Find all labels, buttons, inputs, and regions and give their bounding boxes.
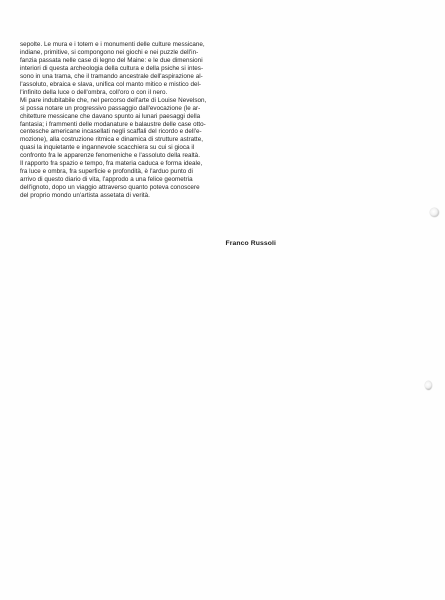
text-line: confronto fra le apparenze fenomeniche e l'assoluto della realtà. bbox=[20, 152, 200, 160]
text-line: sono in una trama, che il tramando ancestrale dell'aspirazione al- bbox=[20, 72, 203, 80]
text-line: interiori di questa archeologia della cultura e della psiche si intes- bbox=[20, 64, 204, 72]
text-line: si possa notare un progressivo passaggio dall'evocazione (le ar- bbox=[20, 104, 201, 112]
text-line: Il rapporto fra spazio e tempo, fra materia caduca e forma ideale, bbox=[20, 160, 203, 168]
text-line: Mi pare indubitabile che, nel percorso dell'arte di Louise Nevelson, bbox=[20, 96, 207, 104]
binder-hole-bottom bbox=[425, 381, 432, 390]
author-signature: Franco Russoli bbox=[225, 240, 276, 247]
text-line: l'assoluto, ebraica e slava, unifica col manto mitico e mistico del- bbox=[20, 80, 202, 88]
text-line: fra luce e ombra, fra superficie e profondità, è l'arduo punto di bbox=[20, 168, 193, 176]
text-line: indiane, primitive, si compongono nei giochi e nei puzzle dell'in- bbox=[20, 48, 199, 56]
text-line: quasi la inquietante e ingannevole scacchiera su cui si gioca il bbox=[20, 144, 195, 152]
text-line: mozione), alla costruzione ritmica e dinamica di strutture astratte, bbox=[20, 136, 203, 144]
text-line: fantasia; i frammenti delle modanature e balaustre delle case otto- bbox=[20, 120, 206, 128]
text-line: chitetture messicane che davano spunto ai lunari paesaggi della bbox=[20, 112, 201, 120]
text-line: sepolte. Le mura e i totem e i monumenti delle culture messicane, bbox=[20, 41, 205, 48]
text-line: del proprio mondo un'artista assetata di verità. bbox=[20, 192, 150, 200]
text-line: centesche americane incasellati negli scaffali del ricordo e dell'e- bbox=[20, 128, 202, 136]
text-line: fanzia passata nelle case di legno del Maine: e le due dimensioni bbox=[20, 56, 203, 64]
text-line: l'infinito della luce o dell'ombra, coll'oro o con il nero. bbox=[20, 88, 168, 96]
binder-hole-top bbox=[430, 208, 439, 217]
text-line: dell'ignoto, dopo un viaggio attraverso quanto poteva conoscere bbox=[20, 184, 200, 192]
text-line: arrivo di questo diario di vita, l'approdo a una felice geometria bbox=[20, 176, 193, 184]
body-text bbox=[20, 41, 276, 200]
